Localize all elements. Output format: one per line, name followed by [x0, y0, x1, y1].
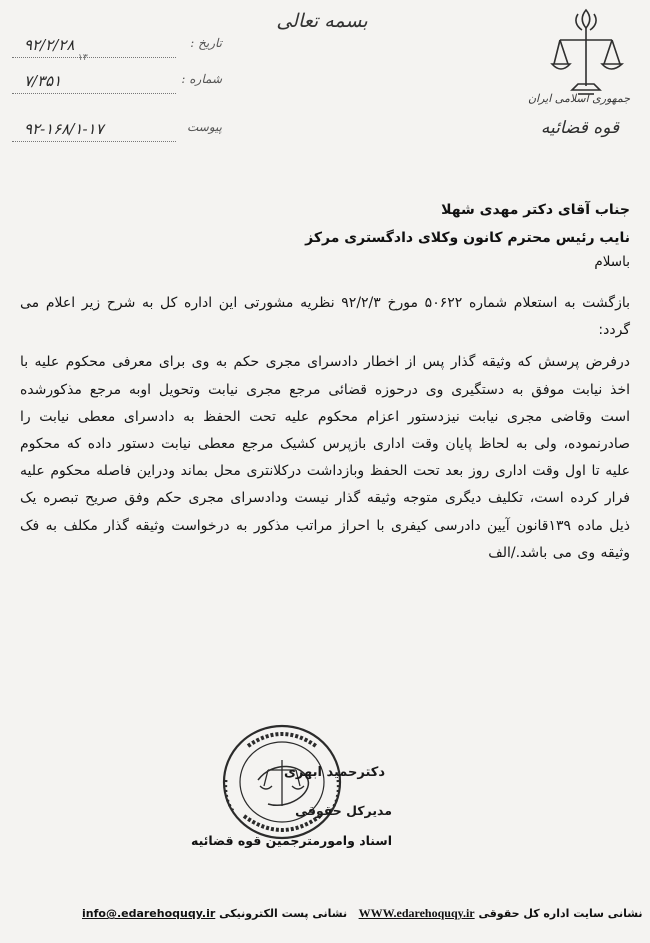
recipient-name: جناب آقای دکتر مهدی شهلا [441, 202, 630, 218]
footer-site-label: نشانی سایت اداره کل حقوقی [478, 907, 643, 920]
content-paragraph: درفرض پرسش که وثیقه گذار پس از اخطار دادسرای مجری حکم به وی برای معرفی محکوم علیه با اخذ نیابت موفق به دستگیری وی درحوزه قضائی مرجع مجری نیابت وتحویل اوبه مرجع مذکورشده است وقاضی مجری نیابت نیزدستور اعزام محکوم علیه تحت الحفظ به دادسرای معطی نیابت را صادرنموده، ولی به لحاظ پایان وقت اداری بازپرس کشیک مرجع معطی نیابت دستور داده که محکوم علیه تا اول وقت اداری روز بعد تحت الحفظ وبازداشت درکلانتری محل بماند ودراین فاصله محکوم علیه فرار کرده است، تکلیف دیگری متوجه وثیقه گذار نیست ودادسرای مجری حکم وفق صریح تبصره یک ذیل ماده ۱۳۹قانون آیین دادرسی کیفری با احراز مراتب مذکور به درخواست وثیقه گذار مکلف به فک وثیقه وی می باشد./الف [20, 354, 631, 561]
number-label: شماره : [181, 72, 222, 86]
signer-name: دکترحمید ابهری [284, 765, 385, 780]
republic-title: جمهوری اسلامی ایران [527, 92, 631, 105]
judiciary-title: قوه قضائیه [540, 118, 620, 138]
date-line [12, 57, 176, 58]
footer-email-label: نشانی پست الکترونیکی [219, 907, 348, 920]
number-line [12, 93, 176, 94]
footer-email[interactable]: info@.edarehoquqy.ir [82, 907, 216, 920]
date-value: ۹۲/۲/۲۸ [24, 36, 75, 54]
footer [82, 906, 643, 924]
bismillah-heading: بسمه تعالی [276, 10, 368, 32]
attachment-value: ۹۲-۱۶۸/۱-۱۷ [24, 120, 104, 138]
attachment-line [12, 141, 176, 142]
date-label: تاریخ : [190, 36, 222, 50]
attachment-label: پیوست [187, 120, 222, 134]
signer-department: اسناد وامورمترجمین قوه قضائیه [190, 833, 392, 848]
intro-paragraph: بازگشت به استعلام شماره ۵۰۶۲۲ مورخ ۹۲/۲/۳ نظریه مشورتی این اداره کل به شرح زیر اعلام می گردد: [20, 295, 630, 339]
greeting: باسلام [594, 254, 630, 270]
number-field [12, 72, 222, 96]
number-value: ۷/۳۵۱ [24, 72, 62, 90]
recipient-position: نایب رئیس محترم کانون وکلای دادگستری مرکز [305, 230, 630, 246]
signer-title: مدیرکل حقوقی [295, 803, 392, 818]
official-stamp-icon [218, 720, 346, 844]
letter-body [20, 290, 630, 567]
footer-site-url[interactable]: WWW.edarehoquqy.ir [358, 906, 475, 920]
attachment-field [12, 120, 222, 144]
date-field [12, 36, 222, 60]
judiciary-emblem-icon [548, 6, 624, 100]
date-sub: ۱۳ [78, 53, 88, 63]
